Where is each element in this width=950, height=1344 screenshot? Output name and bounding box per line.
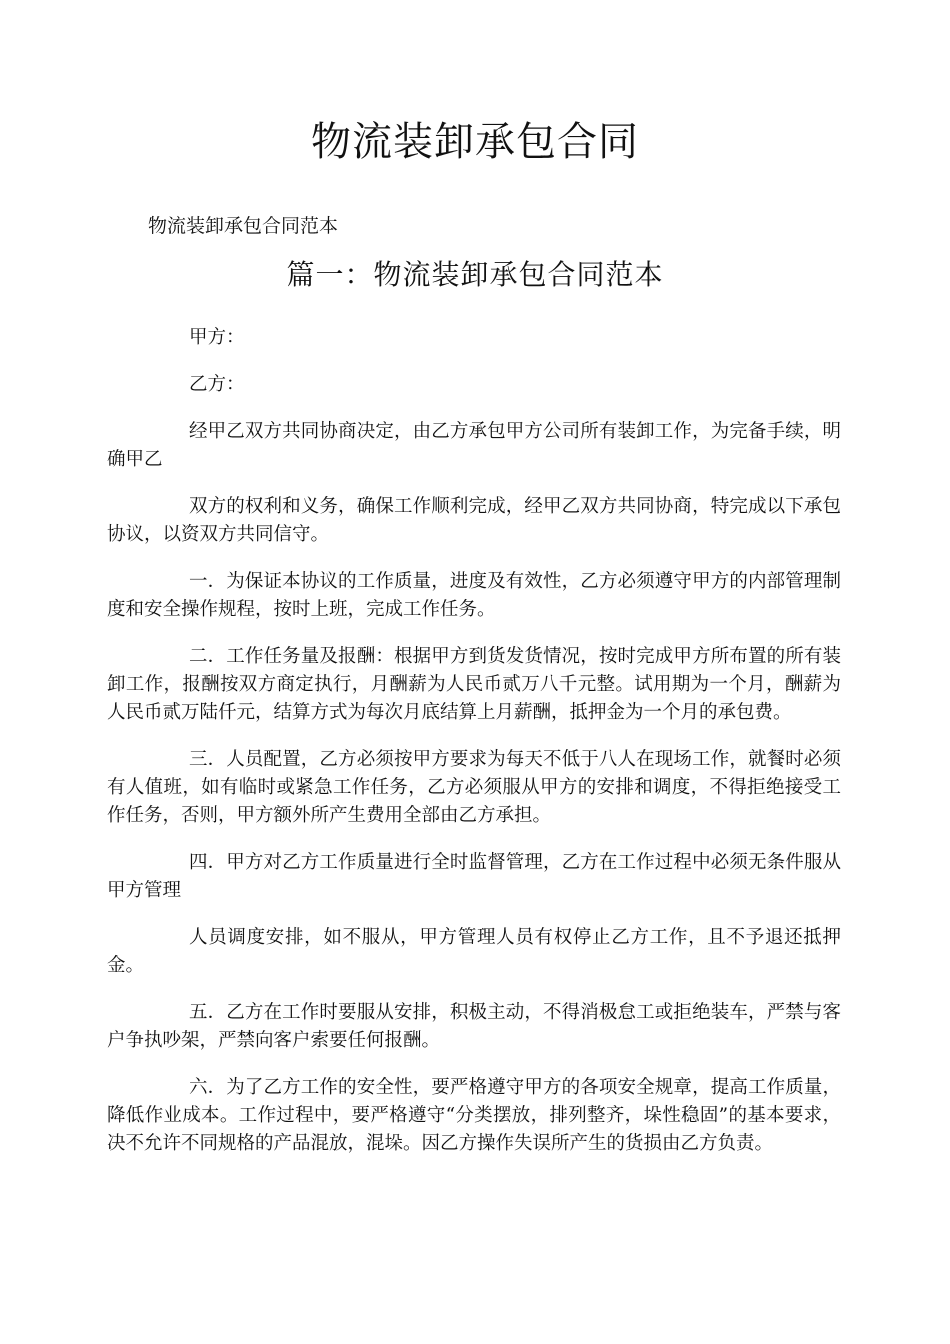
clause-4: 四．甲方对乙方工作质量进行全时监督管理，乙方在工作过程中必须无条件服从甲方管理 [107, 852, 841, 901]
clause-5: 五．乙方在工作时要服从安排，积极主动，不得消极怠工或拒绝装车，严禁与客户争执吵架，严禁向客户索要任何报酬。 [107, 1002, 841, 1051]
contract-body [107, 324, 841, 1177]
intro-paragraph: 经甲乙双方共同协商决定，由乙方承包甲方公司所有装卸工作，为完备手续，明确甲乙 [107, 421, 841, 470]
clause-1: 一．为保证本协议的工作质量，进度及有效性，乙方必须遵守甲方的内部管理制度和安全操作规程，按时上班，完成工作任务。 [107, 571, 841, 620]
intro-continuation-paragraph: 双方的权利和义务，确保工作顺利完成，经甲乙双方共同协商，特完成以下承包协议，以资双方共同信守。 [107, 496, 841, 545]
document-subtitle: 物流装卸承包合同范本 [148, 215, 339, 237]
party-b-line: 乙方： [189, 374, 245, 395]
clause-3: 三．人员配置，乙方必须按甲方要求为每天不低于八人在现场工作，就餐时必须有人值班，如有临时或紧急工作任务，乙方必须服从甲方的安排和调度，不得拒绝接受工作任务，否则，甲方额外所产生费用全部由乙方承担。 [107, 749, 841, 826]
clause-2: 二．工作任务量及报酬：根据甲方到货发货情况，按时完成甲方所布置的所有装卸工作，报酬按双方商定执行，月酬薪为人民币贰万八千元整。试用期为一个月，酬薪为人民币贰万陆仟元，结算方式为每次月底结算上月薪酬，抵押金为一个月的承包费。 [107, 646, 841, 723]
clause-6: 六．为了乙方工作的安全性，要严格遵守甲方的各项安全规章，提高工作质量，降低作业成本。工作过程中，要严格遵守“分类摆放，排列整齐，垛性稳固”的基本要求，决不允许不同规格的产品混放，混垛。因乙方操作失误所产生的货损由乙方负责。 [107, 1077, 841, 1154]
document-title: 物流装卸承包合同 [311, 119, 639, 165]
party-a-line: 甲方： [189, 327, 245, 348]
clause-4-continuation: 人员调度安排，如不服从，甲方管理人员有权停止乙方工作，且不予退还抵押金。 [107, 927, 841, 976]
section-title: 篇一：物流装卸承包合同范本 [286, 258, 664, 291]
